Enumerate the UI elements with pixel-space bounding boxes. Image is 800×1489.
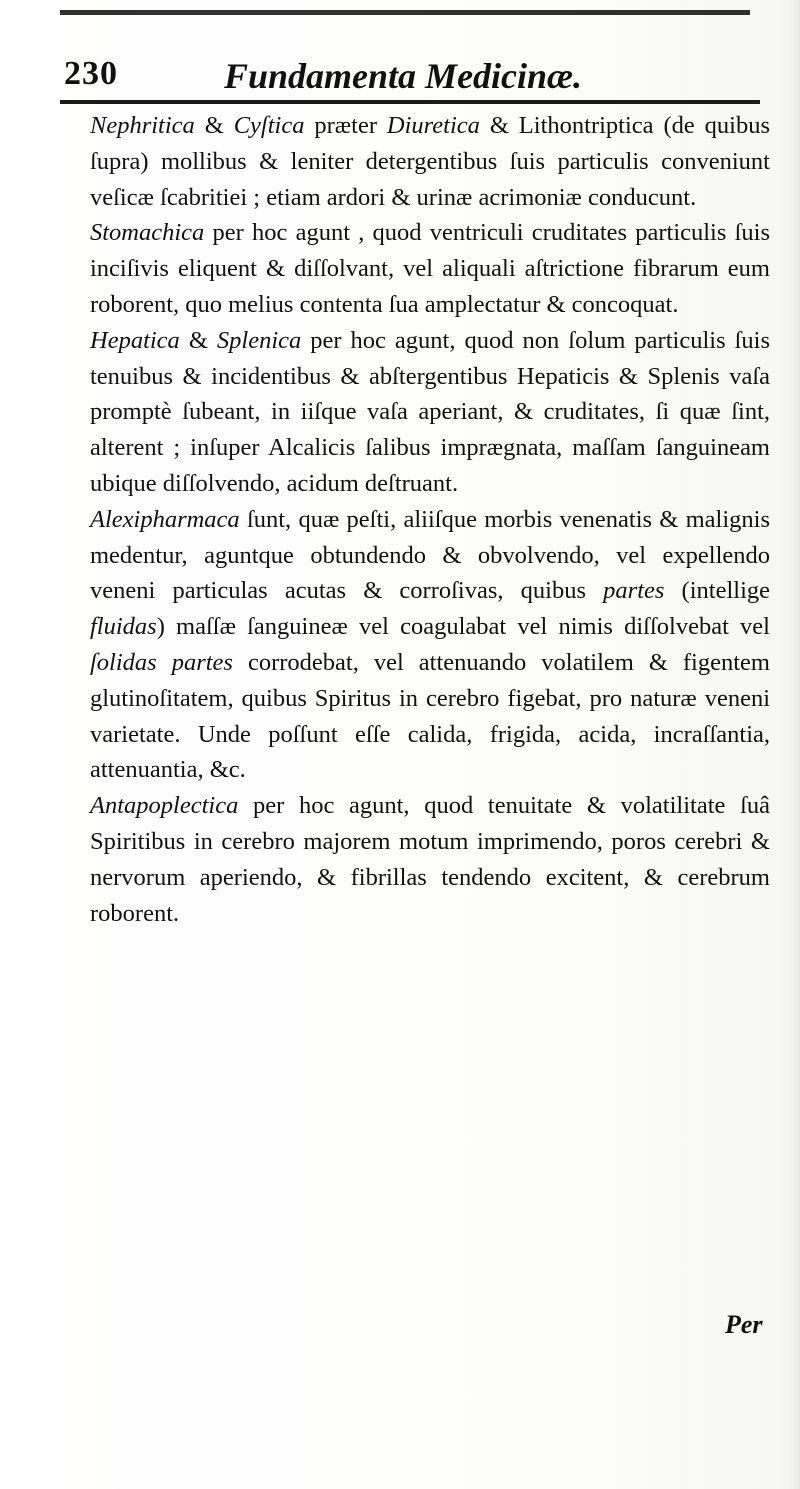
italic-text: ſolidas partes bbox=[90, 648, 233, 676]
italic-text: Cyſtica bbox=[233, 112, 305, 139]
paragraph bbox=[90, 215, 770, 322]
page-edge-shadow bbox=[788, 0, 800, 1489]
paragraph-text: corrodebat, vel attenuando volatilem & figentem glutinoſitatem, quibus Spiritus in cerebro figebat, pro naturæ veneni varietate. Unde poſſunt eſſe calida, frigida, acida, incraſſantia, attenuantia, &c. bbox=[90, 648, 770, 784]
paragraph-lead-term: Alexipharmaca bbox=[90, 505, 240, 533]
page-header bbox=[64, 55, 754, 105]
body-text bbox=[90, 108, 770, 931]
paragraph bbox=[90, 323, 770, 502]
paragraph-text: per hoc agunt, quod non ſolum particulis ſuis tenuibus & incidentibus & abſtergentibus Hepaticis & Splenis vaſa promptè ſubeant, in iiſque vaſa aperiant, & cruditates, ſi quæ ſint, alterent ; inſuper Alcalicis ſalibus imprægnata, maſſam ſanguineam ubique diſſolvendo, acidum deſtruant. bbox=[90, 326, 771, 497]
italic-text: partes bbox=[603, 577, 665, 605]
paragraph bbox=[90, 788, 770, 931]
paragraph-text: per hoc agunt, quod tenuitate & volatilitate ſuâ Spiritibus in cerebro majorem motum imprimendo, poros cerebri & nervorum aperiendo, & fibrillas tendendo excitent, & cerebrum roborent. bbox=[90, 792, 770, 927]
paragraph-text: & bbox=[194, 112, 234, 139]
paragraph bbox=[90, 108, 770, 215]
paragraph-text: ) maſſæ ſanguineæ vel coagulabat vel nimis diſſolvebat vel bbox=[156, 613, 770, 641]
paragraph-lead-term: Antapoplectica bbox=[90, 792, 239, 820]
italic-text: Diuretica bbox=[386, 112, 480, 139]
page-number: 230 bbox=[64, 55, 118, 92]
paragraph-text: ſunt, quæ peſti, aliiſque morbis venenatis & malignis medentur, aguntque obtundendo & obvolvendo, vel expellendo veneni particulas acutas & corroſivas, quibus bbox=[90, 505, 770, 605]
catchword: Per bbox=[725, 1310, 763, 1339]
running-title: Fundamenta Medicinæ. bbox=[224, 56, 583, 96]
paragraph-text: & Lithontriptica (de quibus ſupra) mollibus & leniter detergentibus ſuis particulis conveniunt veſicæ ſcabritiei ; etiam ardori & urinæ acrimoniæ conducunt. bbox=[90, 112, 770, 211]
paragraph-text: per hoc agunt , quod ventriculi cruditates particulis ſuis inciſivis eliquent & diſſolvant, vel aliquali aſtrictione fibrarum eum roborent, quo melius contenta ſua amplectatur & concoquat. bbox=[90, 219, 770, 318]
paragraph-lead-term: Nephritica bbox=[90, 112, 195, 139]
paragraph-lead-term: Stomachica bbox=[90, 219, 205, 247]
header-rule bbox=[60, 100, 760, 104]
paragraph-lead-term: Hepatica bbox=[90, 326, 180, 354]
paragraph-text: (intellige bbox=[664, 577, 770, 605]
paragraph-text: & bbox=[179, 326, 217, 354]
paragraph-text: præter bbox=[304, 112, 387, 139]
italic-text: Splenica bbox=[216, 326, 302, 354]
italic-text: fluidas bbox=[90, 613, 157, 641]
paragraph bbox=[90, 502, 770, 788]
top-border-rule bbox=[60, 10, 750, 15]
